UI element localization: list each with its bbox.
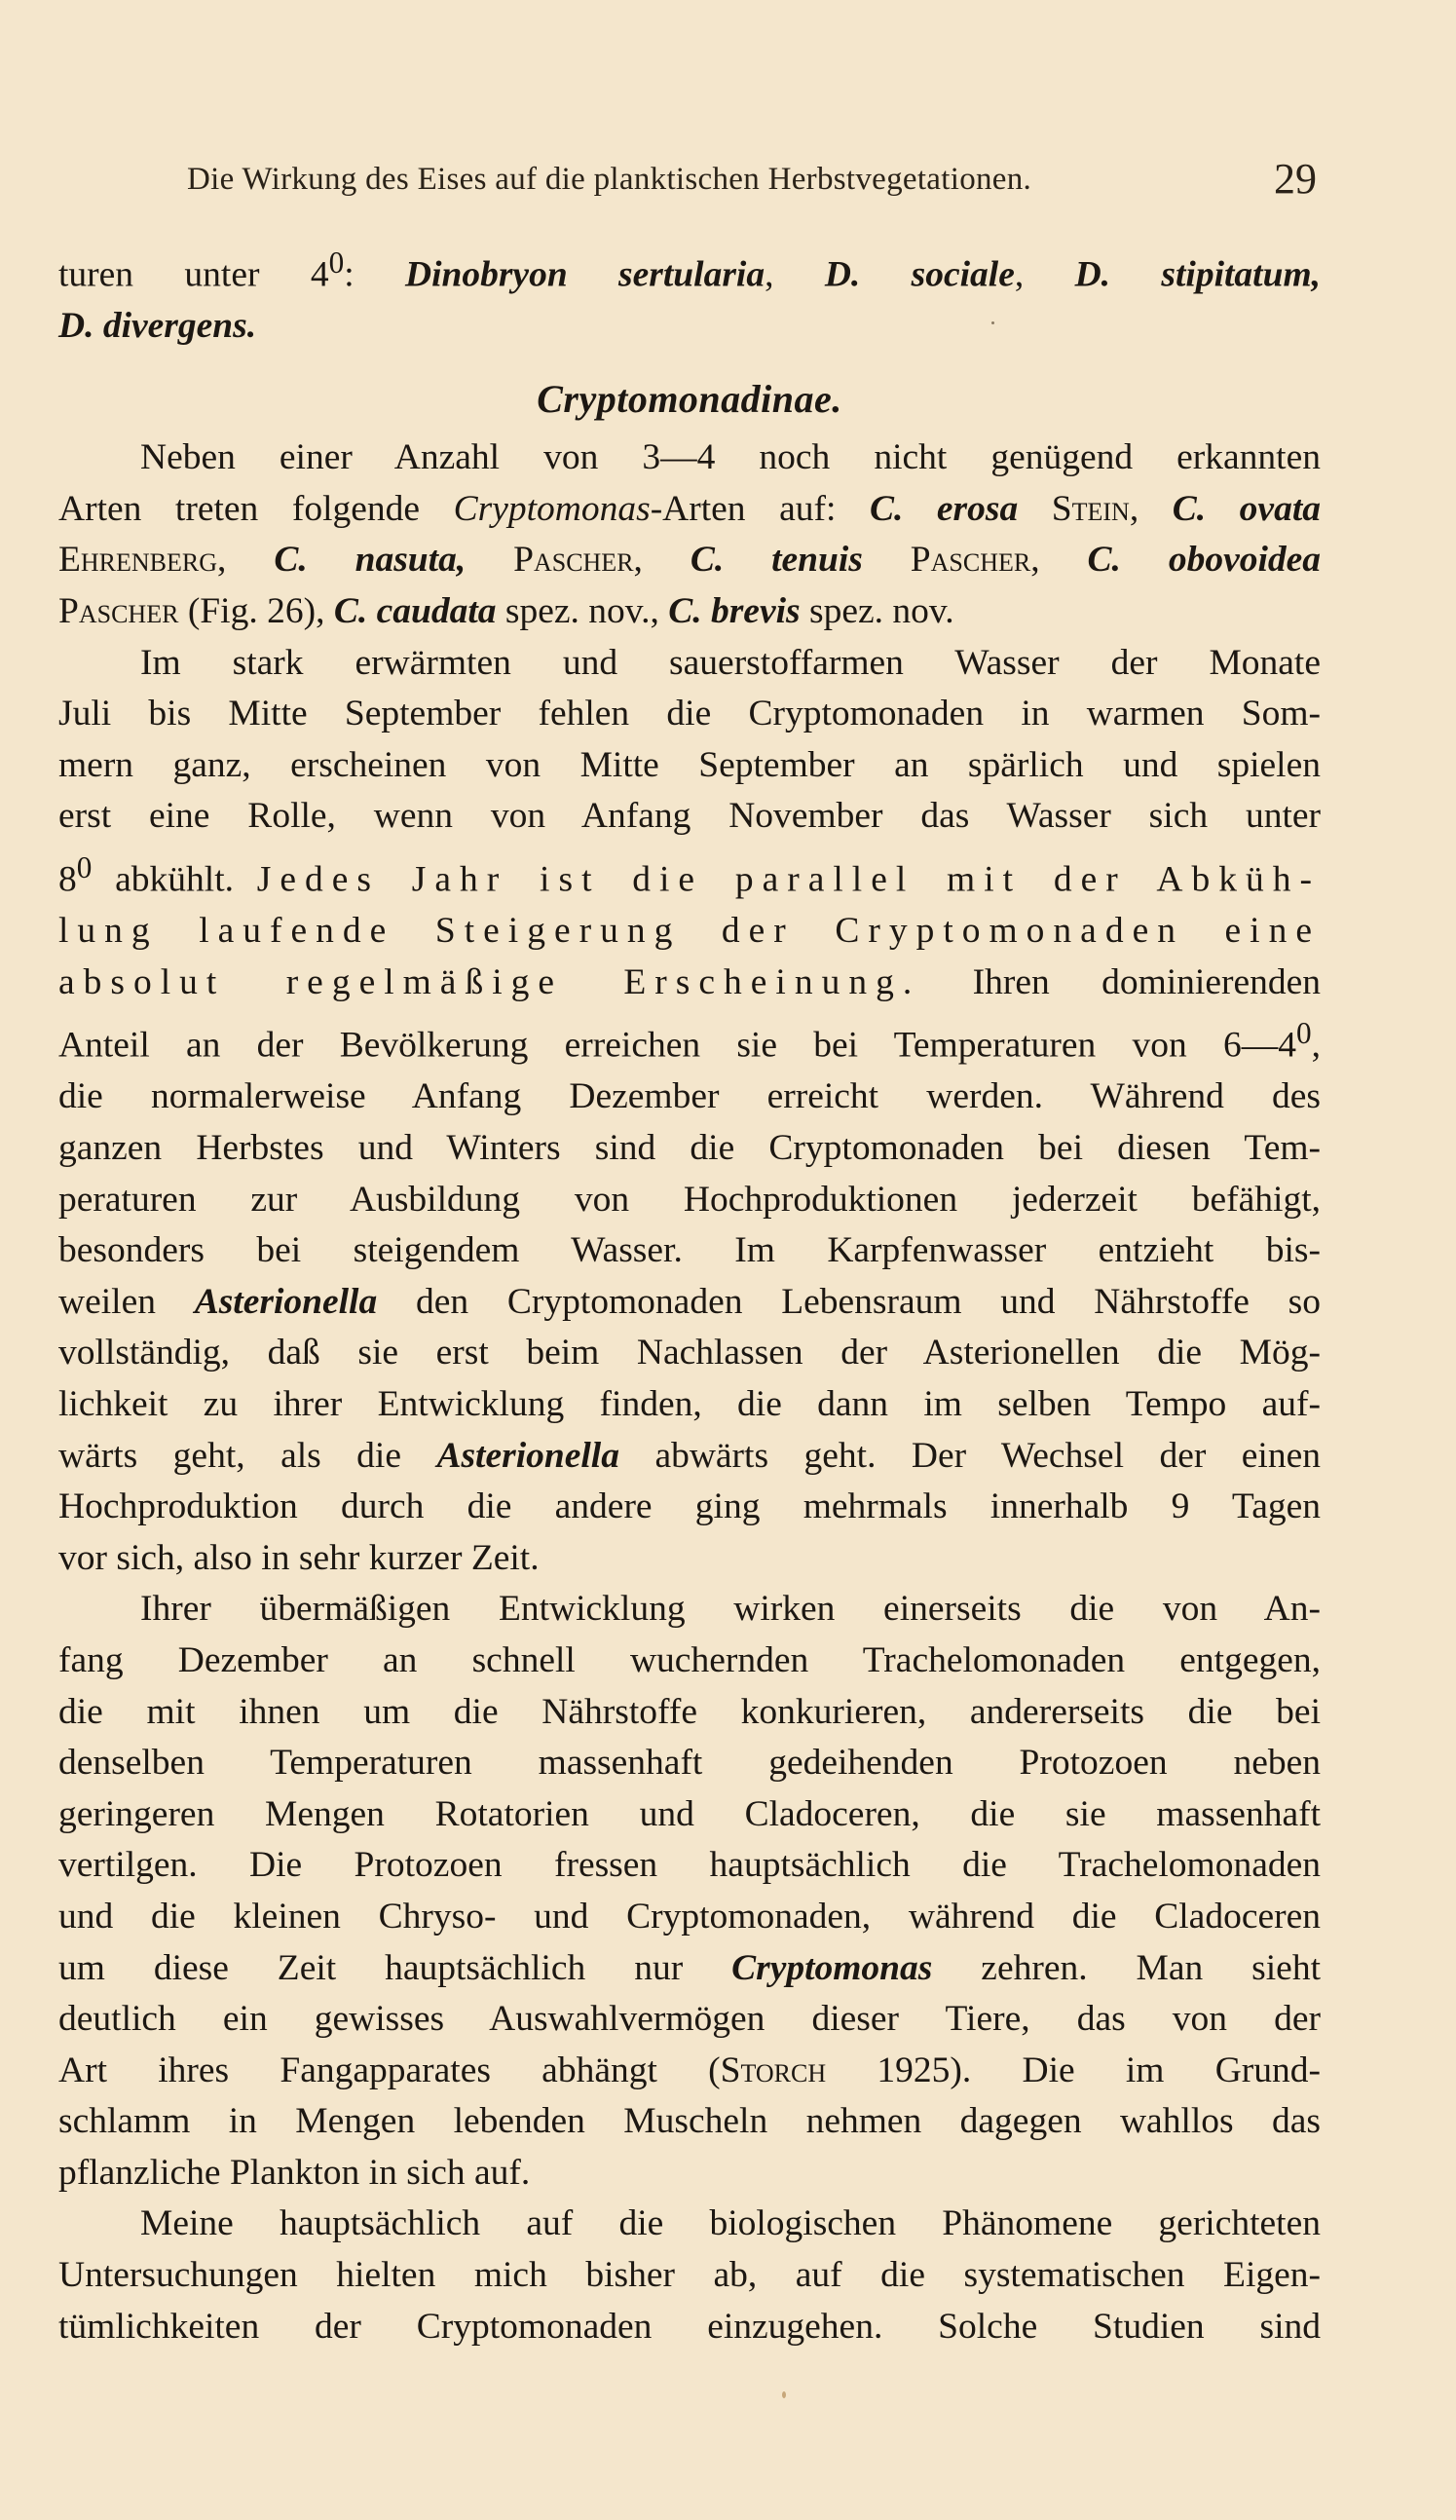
text-run: Im stark erwärmten und sauerstoffarmen Wasser der Monate: [140, 642, 1321, 683]
text-line: [58, 1840, 1321, 1892]
genus-name: Cryptomonas: [453, 488, 651, 529]
text-run: mern ganz, erscheinen von Mitte September an spärlich und spielen: [58, 744, 1321, 785]
author-name: Pascher: [862, 540, 1031, 581]
text-run: die mit ihnen um die Nährstoffe konkurieren, andererseits die bei: [58, 1691, 1321, 1732]
text-line: [58, 2302, 1321, 2353]
species-name: C. tenuis: [690, 540, 863, 581]
text-line: [58, 958, 1321, 1009]
text-line: [58, 586, 1321, 638]
text-run: 1925). Die im Grund-: [826, 2050, 1322, 2090]
text-line: [58, 906, 1321, 958]
text-run: besonders bei steigendem Wasser. Im Karpfenwasser entzieht bis-: [58, 1230, 1321, 1271]
text-line: [58, 535, 1321, 586]
species-name: C. caudata: [333, 591, 497, 632]
text-line: [58, 1225, 1321, 1277]
author-name: Storch: [720, 2050, 827, 2090]
text-run: die normalerweise Anfang Dezember erreicht werden. Während des: [58, 1076, 1321, 1117]
text-line: [58, 2250, 1321, 2302]
paragraph-species-list: [58, 433, 1321, 637]
author-name: Pascher: [466, 540, 634, 581]
text-line: [58, 1008, 1321, 1072]
species-name: C. erosa: [869, 488, 1019, 529]
text-run: fang Dezember an schnell wuchernden Trachelomonaden entgegen,: [58, 1639, 1321, 1680]
text-line: [58, 1277, 1321, 1329]
text-run: ,: [1014, 254, 1075, 295]
text-line: [58, 2199, 1321, 2250]
text-run: abkühlt.: [92, 859, 257, 900]
author-name: Pascher: [58, 591, 179, 632]
text-run: Untersuchungen hielten mich bisher ab, auf die systematischen Eigen-: [58, 2255, 1321, 2296]
text-run: spez. nov.,: [496, 591, 669, 632]
genus-name: Cryptomonas: [731, 1947, 933, 1988]
text-run: zehren. Man sieht: [932, 1947, 1321, 1988]
text-line: [58, 638, 1321, 690]
text-line: [58, 2096, 1321, 2148]
text-line: [58, 1431, 1321, 1483]
text-run: ,: [217, 540, 275, 581]
text-line: [58, 238, 1321, 301]
text-run: Meine hauptsächlich auf die biologischen Phänomene gerichteten: [140, 2203, 1321, 2244]
text-line: [58, 791, 1321, 843]
text-line: [58, 1943, 1321, 1995]
author-name: Ehrenberg: [58, 540, 218, 581]
text-line: [58, 1892, 1321, 1943]
text-line: [58, 1994, 1321, 2046]
author-name: Stein: [1018, 488, 1130, 529]
text-line: [58, 1738, 1321, 1789]
text-run: um diese Zeit hauptsächlich nur: [58, 1947, 732, 1988]
text-run: Arten treten folgende: [58, 488, 454, 529]
text-run: Hochproduktion durch die andere ging mehrmals innerhalb 9 Tagen: [58, 1486, 1321, 1527]
text-line: [58, 1687, 1321, 1739]
text-run: deutlich ein gewisses Auswahlvermögen dieser Tiere, das von der: [58, 1999, 1321, 2040]
page-header: [187, 154, 1317, 212]
text-line: [58, 2046, 1321, 2097]
section-title: Cryptomonadinae.: [537, 376, 842, 421]
text-run: erst eine Rolle, wenn von Anfang November das Wasser sich unter: [58, 796, 1321, 837]
intro-paragraph: [58, 238, 1321, 353]
text-run: Art ihres Fangapparates abhängt (: [58, 2050, 721, 2090]
text-run: und die kleinen Chryso- und Cryptomonaden, während die Cladoceren: [58, 1896, 1321, 1937]
text-line: [58, 1123, 1321, 1175]
text-run: wärts geht, als die: [58, 1435, 437, 1476]
paper-speck: [991, 321, 994, 324]
text-run: :: [344, 254, 405, 295]
text-line: [58, 1584, 1321, 1636]
text-run: Ihren dominierenden: [920, 961, 1322, 1002]
text-run: den Cryptomonaden Lebensraum und Nährstoffe so: [377, 1281, 1321, 1322]
emphasized-text: lung laufende Steigerung der Cryptomonaden eine: [58, 911, 1321, 952]
text-run: turen unter 4: [58, 254, 329, 295]
degree-superscript: 0: [1296, 1016, 1312, 1051]
text-line: [58, 843, 1321, 906]
degree-superscript: 0: [76, 850, 93, 885]
running-title: Die Wirkung des Eises auf die planktischen Herbstvegetationen.: [187, 162, 1032, 197]
page-number: 29: [1274, 155, 1317, 203]
text-run: -Arten auf:: [650, 488, 870, 529]
paper-speck: [782, 2391, 786, 2398]
text-run: spez. nov.: [800, 591, 954, 632]
text-line: [58, 740, 1321, 792]
text-run: denselben Temperaturen massenhaft gedeihenden Protozoen neben: [58, 1743, 1321, 1784]
species-name: D. divergens.: [58, 306, 257, 347]
text-run: ,: [765, 254, 825, 295]
text-run: vor sich, also in sehr kurzer Zeit.: [58, 1537, 540, 1578]
genus-name: Asterionella: [194, 1281, 378, 1322]
text-run: (Fig. 26),: [178, 591, 334, 632]
text-run: schlamm in Mengen lebenden Muscheln nehmen dagegen wahllos das: [58, 2101, 1321, 2142]
text-line: [58, 484, 1321, 536]
paragraph-systematics: [58, 2199, 1321, 2352]
text-run: ,: [633, 540, 691, 581]
text-line: [58, 1789, 1321, 1841]
text-run: ganzen Herbstes und Winters sind die Cryptomonaden bei diesen Tem-: [58, 1128, 1321, 1168]
text-run: pflanzliche Plankton in sich auf.: [58, 2152, 531, 2193]
text-line: [58, 433, 1321, 484]
species-name: D. stipitatum,: [1074, 254, 1321, 295]
paragraph-seasonal-dynamics: [58, 638, 1321, 1585]
species-name: D. sociale: [824, 254, 1015, 295]
text-run: Ihrer übermäßigen Entwicklung wirken einerseits die von An-: [140, 1589, 1321, 1630]
text-run: vertilgen. Die Protozoen fressen hauptsächlich die Trachelomonaden: [58, 1845, 1321, 1886]
text-run: abwärts geht. Der Wechsel der einen: [618, 1435, 1321, 1476]
text-run: 8: [58, 859, 77, 900]
species-name: C. nasuta,: [274, 540, 467, 581]
species-name: C. obovoidea: [1087, 540, 1322, 581]
species-name: Dinobryon sertularia: [404, 254, 765, 295]
text-run: ,: [1311, 1025, 1321, 1066]
text-line: [58, 1328, 1321, 1379]
degree-superscript: 0: [328, 245, 345, 280]
text-line: [58, 1636, 1321, 1687]
text-line: [58, 689, 1321, 740]
genus-name: Asterionella: [436, 1435, 619, 1476]
text-run: Anteil an der Bevölkerung erreichen sie bei Temperaturen von 6—4: [58, 1025, 1296, 1066]
text-line: [58, 1175, 1321, 1226]
text-run: vollständig, daß sie erst beim Nachlassen der Asterionellen die Mög-: [58, 1333, 1321, 1373]
text-line: [58, 1482, 1321, 1533]
text-run: geringeren Mengen Rotatorien und Cladoceren, die sie massenhaft: [58, 1793, 1321, 1834]
text-run: Juli bis Mitte September fehlen die Cryptomonaden in warmen Som-: [58, 694, 1321, 734]
emphasized-text: absolut regelmäßige Erscheinung.: [58, 961, 921, 1002]
text-line: [58, 1379, 1321, 1431]
emphasized-text: Jedes Jahr ist die parallel mit der Abküh-: [256, 859, 1322, 900]
paragraph-predators: [58, 1584, 1321, 2199]
body-text: [58, 238, 1321, 2352]
text-run: ,: [1129, 488, 1173, 529]
text-run: peraturen zur Ausbildung von Hochproduktionen jederzeit befähigt,: [58, 1179, 1321, 1220]
text-run: lichkeit zu ihrer Entwicklung finden, die dann im selben Tempo auf-: [58, 1383, 1321, 1424]
text-line: [58, 1072, 1321, 1123]
text-run: tümlichkeiten der Cryptomonaden einzugehen. Solche Studien sind: [58, 2306, 1321, 2347]
text-run: weilen: [58, 1281, 195, 1322]
species-name: C. brevis: [668, 591, 801, 632]
text-run: ,: [1030, 540, 1088, 581]
text-line: [58, 301, 1321, 353]
text-run: Neben einer Anzahl von 3—4 noch nicht genügend erkannten: [140, 437, 1321, 478]
species-name: C. ovata: [1172, 488, 1321, 529]
text-line: [58, 1533, 1321, 1585]
text-line: [58, 2148, 1321, 2200]
